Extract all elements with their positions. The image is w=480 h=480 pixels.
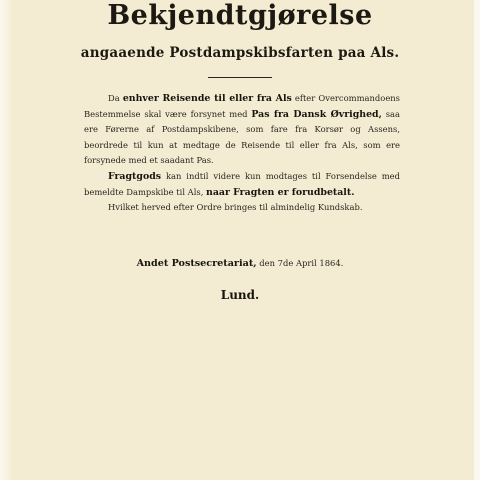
notice-body bbox=[84, 91, 400, 216]
issue-date: den 7de April 1864. bbox=[256, 258, 344, 268]
signatory: Lund. bbox=[220, 288, 260, 302]
office-name: Andet Postsecretariat, bbox=[136, 258, 257, 269]
emphasis-travellers: enhver Reisende til eller fra Als bbox=[122, 93, 292, 104]
paragraph-passports: Da enhver Reisende til eller fra Als efter Overcommandoens Bestemmelse skal være forsynet med Pas fra Dansk Øvrighed, saa ere Førerne af Postdampskibene, som fare fra Korsør og Assens, beordrede til kun at medtage de Reisende til eller fra Als, som ere forsynede med et saadant Pas. bbox=[84, 93, 400, 166]
paragraph-closing: Hvilket herved efter Ordre bringes til almindelig Kundskab. bbox=[108, 202, 363, 213]
divider-rule bbox=[208, 77, 272, 78]
notice-subtitle: angaaende Postdampskibsfarten paa Als. bbox=[80, 45, 400, 61]
emphasis-freight: Fragtgods bbox=[108, 170, 162, 182]
paragraph-freight: Fragtgods kan indtil videre kun modtages til Forsendelse med bemeldte Dampskibe til Als, naar Fragten er forudbetalt. bbox=[84, 170, 400, 198]
notice-title: Bekjendtgjørelse bbox=[107, 0, 373, 31]
page-edge bbox=[474, 0, 480, 480]
office-date-line bbox=[0, 258, 480, 269]
emphasis-prepaid: naar Fragten er forudbetalt. bbox=[206, 186, 355, 198]
emphasis-passport: Pas fra Dansk Øvrighed, bbox=[251, 108, 382, 120]
